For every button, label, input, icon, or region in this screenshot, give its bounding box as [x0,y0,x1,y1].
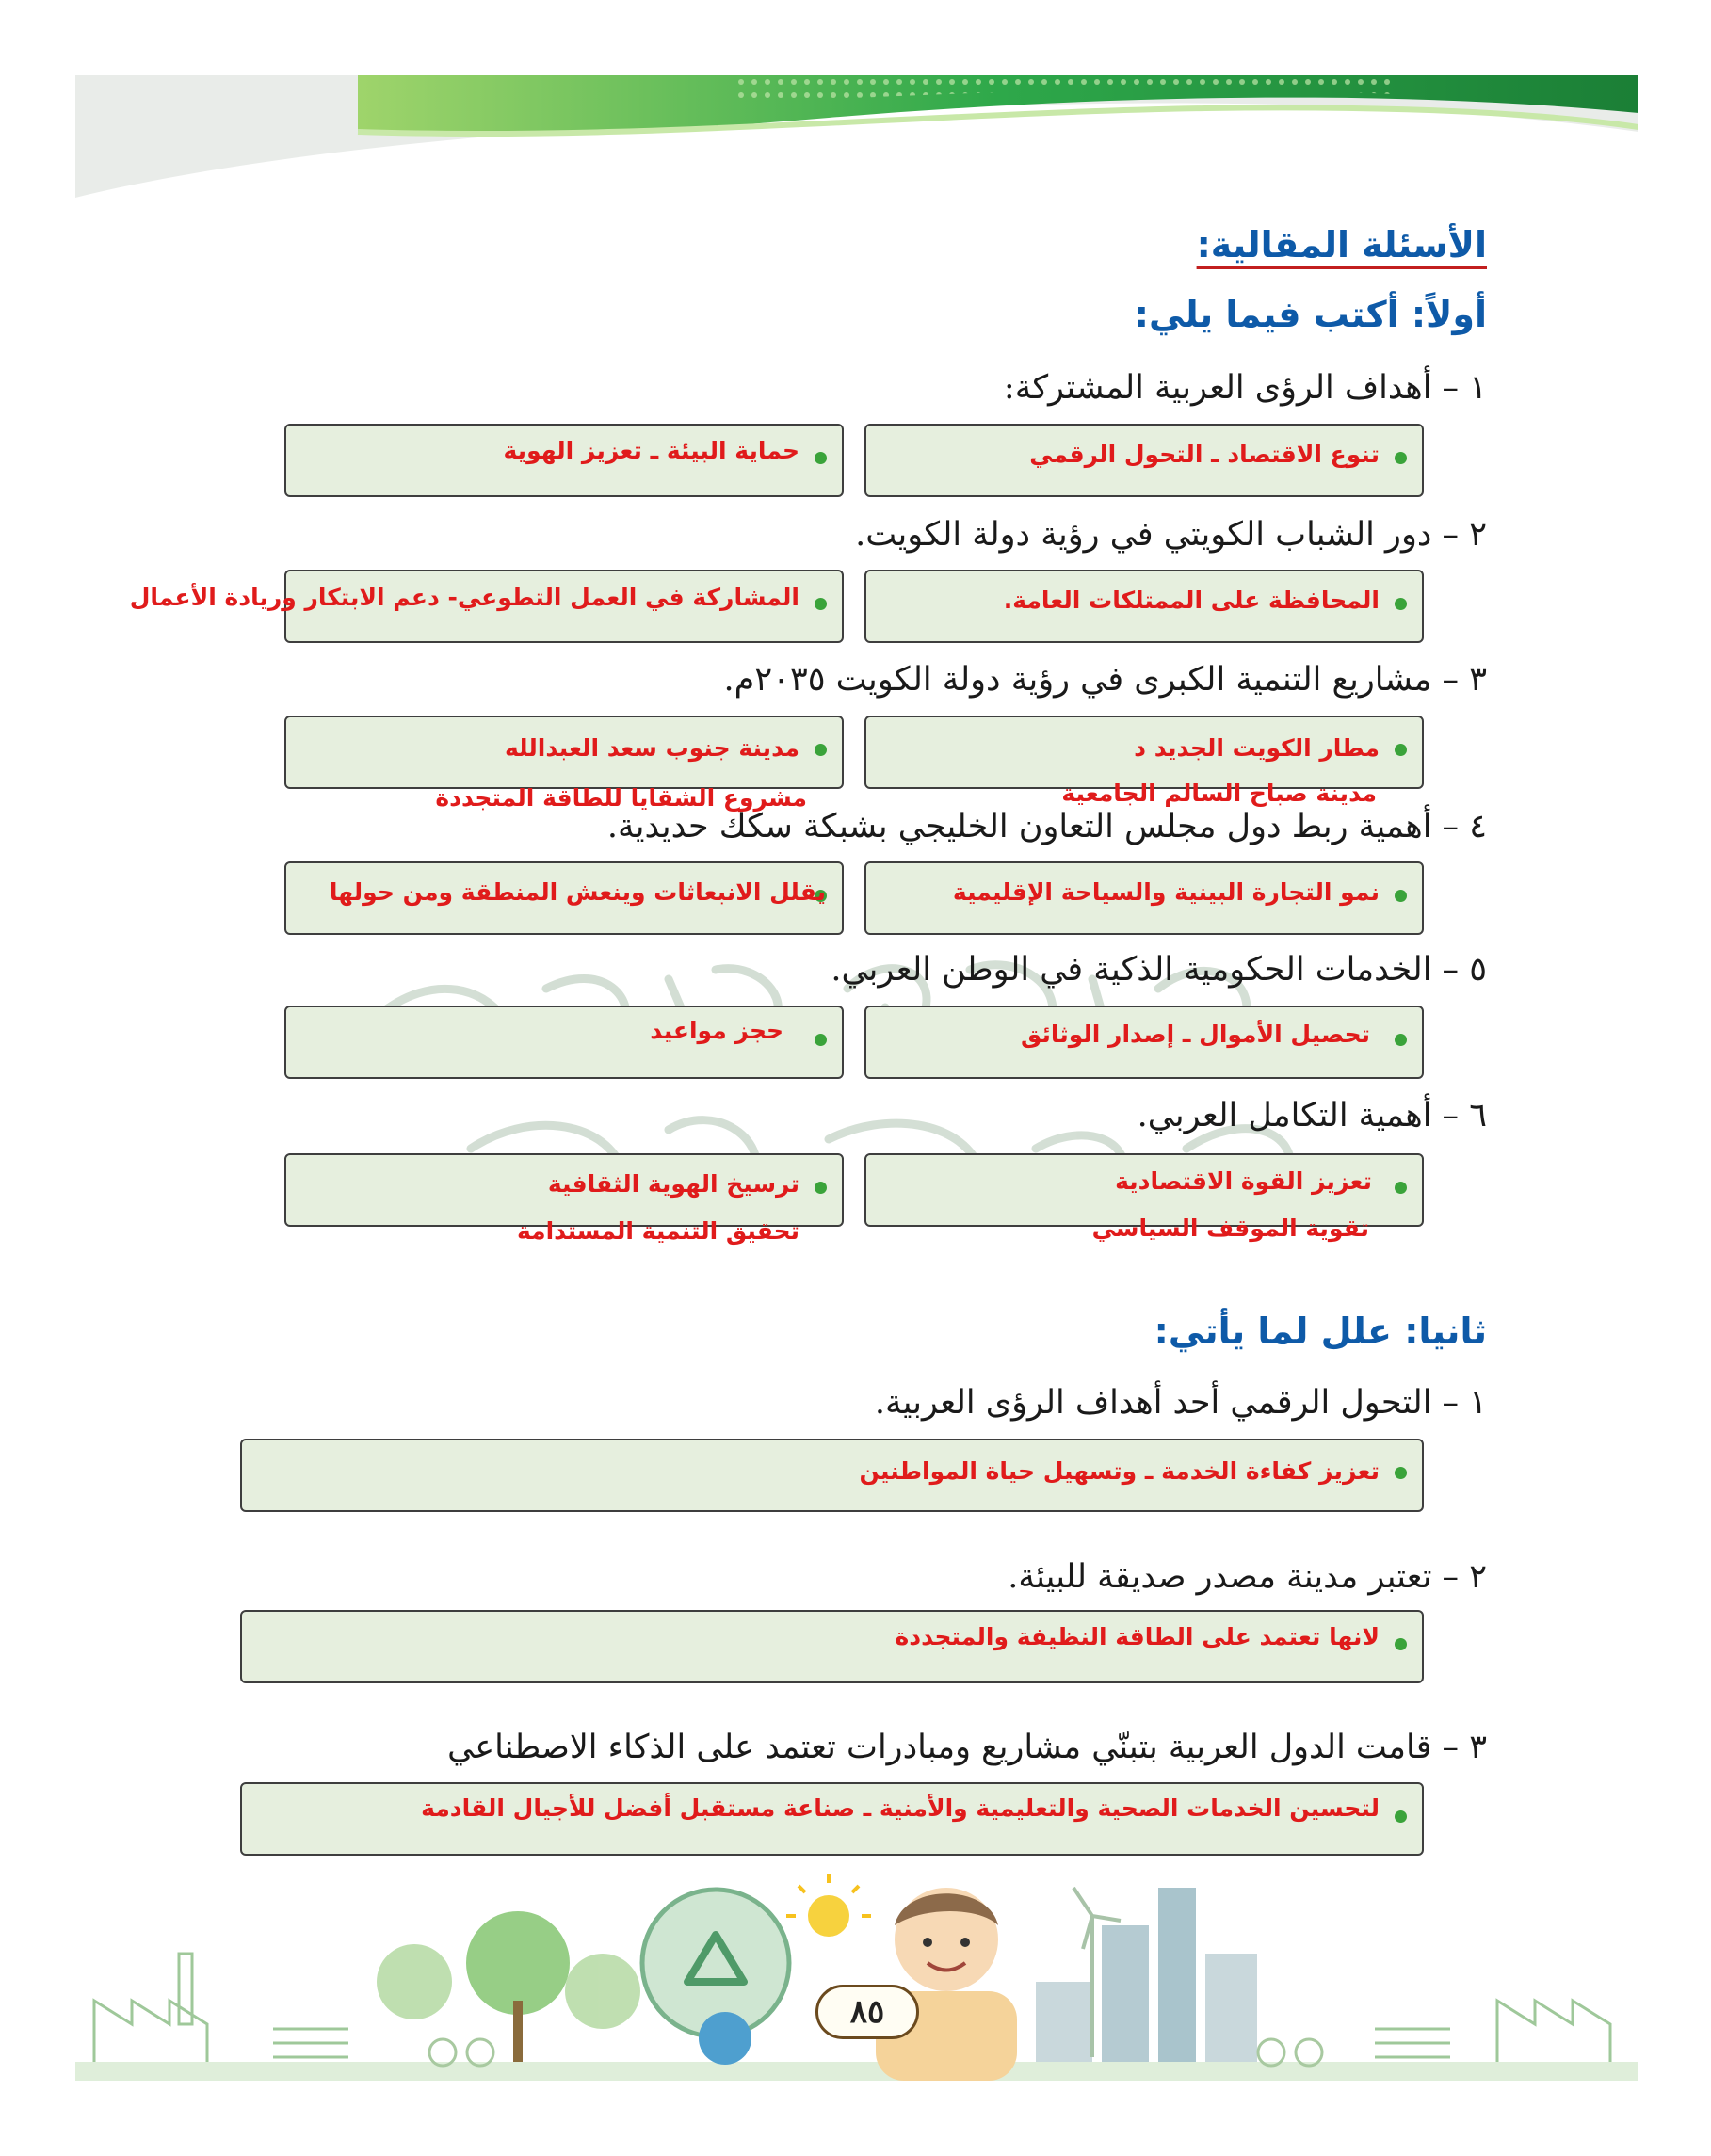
part1-question-6: ٦ – أهمية التكامل العربي. [1137,1097,1487,1134]
part1-question-5: ٥ – الخدمات الحكومية الذكية في الوطن العربي. [831,951,1487,989]
factory-icon [1375,2001,1610,2062]
part2-heading: ثانيا: علل لما يأتي: [1154,1311,1487,1352]
answer-text: لانها تعتمد على الطاقة النظيفة والمتجددة [895,1623,1380,1650]
bullet-icon [1395,1467,1407,1479]
bullet-icon [1395,452,1407,464]
bullet-icon [815,744,827,756]
bullet-icon [815,1182,827,1194]
answer-text: مشروع الشقايا للطاقة المتجددة [435,784,807,812]
bullet-icon [1395,598,1407,610]
part2-question-2: ٢ – تعتبر مدينة مصدر صديقة للبيئة. [1008,1558,1487,1596]
part1-question-2: ٢ – دور الشباب الكويتي في رؤية دولة الكويت. [855,516,1487,554]
city-skyline-icon [1036,1888,1257,2062]
answer-text: مدينة جنوب سعد العبدالله [505,734,799,762]
part2-question-3: ٣ – قامت الدول العربية بتبنّي مشاريع ومبادرات تعتمد على الذكاء الاصطناعي [447,1729,1487,1766]
answer-text: مطار الكويت الجديد د [1134,734,1380,762]
bullet-icon [1395,1182,1407,1194]
answer-text: تقوية الموقف السياسي [1091,1215,1369,1242]
answer-text: يقلل الانبعاثات وينعش المنطقة ومن حولها [329,878,826,906]
bullet-icon [1395,1810,1407,1823]
part1-question-4: ٤ – أهمية ربط دول مجلس التعاون الخليجي بشبكة سكك حديدية. [606,808,1487,845]
bullet-icon [1395,1034,1407,1046]
answer-text: مدينة صباح السالم الجامعية [1061,780,1377,807]
bullet-icon [1395,1638,1407,1650]
factory-icon [94,1954,348,2062]
answer-text: تعزيز كفاءة الخدمة ـ وتسهيل حياة المواطنين [859,1457,1380,1485]
answer-text: تعزيز القوة الاقتصادية [1115,1167,1372,1195]
part1-heading: أولاً: أكتب فيما يلي: [1134,294,1487,335]
answer-text: نمو التجارة البينية والسياحة الإقليمية [952,878,1380,906]
bullet-icon [815,598,827,610]
answer-text: تحصيل الأموال ـ إصدار الوثائق [1021,1021,1370,1048]
answer-text: حماية البيئة ـ تعزيز الهوية [503,437,799,464]
sun-icon [786,1874,871,1937]
part1-question-1: ١ – أهداف الرؤى العربية المشتركة: [1003,369,1487,407]
recycle-icon [642,1890,789,2065]
answer-text: تحقيق التنمية المستدامة [516,1217,799,1245]
answer-text: المشاركة في العمل التطوعي- دعم الابتكار وريادة الأعمال [129,584,799,611]
answer-text: المحافظة على الممتلكات العامة. [1003,587,1380,614]
header-wave-band [75,75,1638,198]
bullet-icon [815,452,827,464]
answer-text: تنوع الاقتصاد ـ التحول الرقمي [1029,441,1380,468]
page-number: ٨٥ [815,1985,919,2039]
answer-text: حجز مواعيد [650,1017,783,1044]
answer-text: لتحسين الخدمات الصحية والتعليمية والأمنية ـ صناعة مستقبل أفضل للأجيال القادمة [421,1794,1380,1822]
part1-question-3: ٣ – مشاريع التنمية الكبرى في رؤية دولة الكويت ٢٠٣٥م. [723,661,1487,699]
bullet-icon [1395,890,1407,902]
answer-text: ترسيخ الهوية الثقافية [547,1170,799,1198]
essay-questions-heading: الأسئلة المقالية: [1196,224,1487,265]
bullet-icon [815,1034,827,1046]
footer-environment-illustration [75,1869,1638,2081]
bullet-icon [1395,744,1407,756]
boy-character-icon [876,1888,1017,2081]
part2-question-1: ١ – التحول الرقمي أحد أهداف الرؤى العربية. [874,1384,1487,1422]
